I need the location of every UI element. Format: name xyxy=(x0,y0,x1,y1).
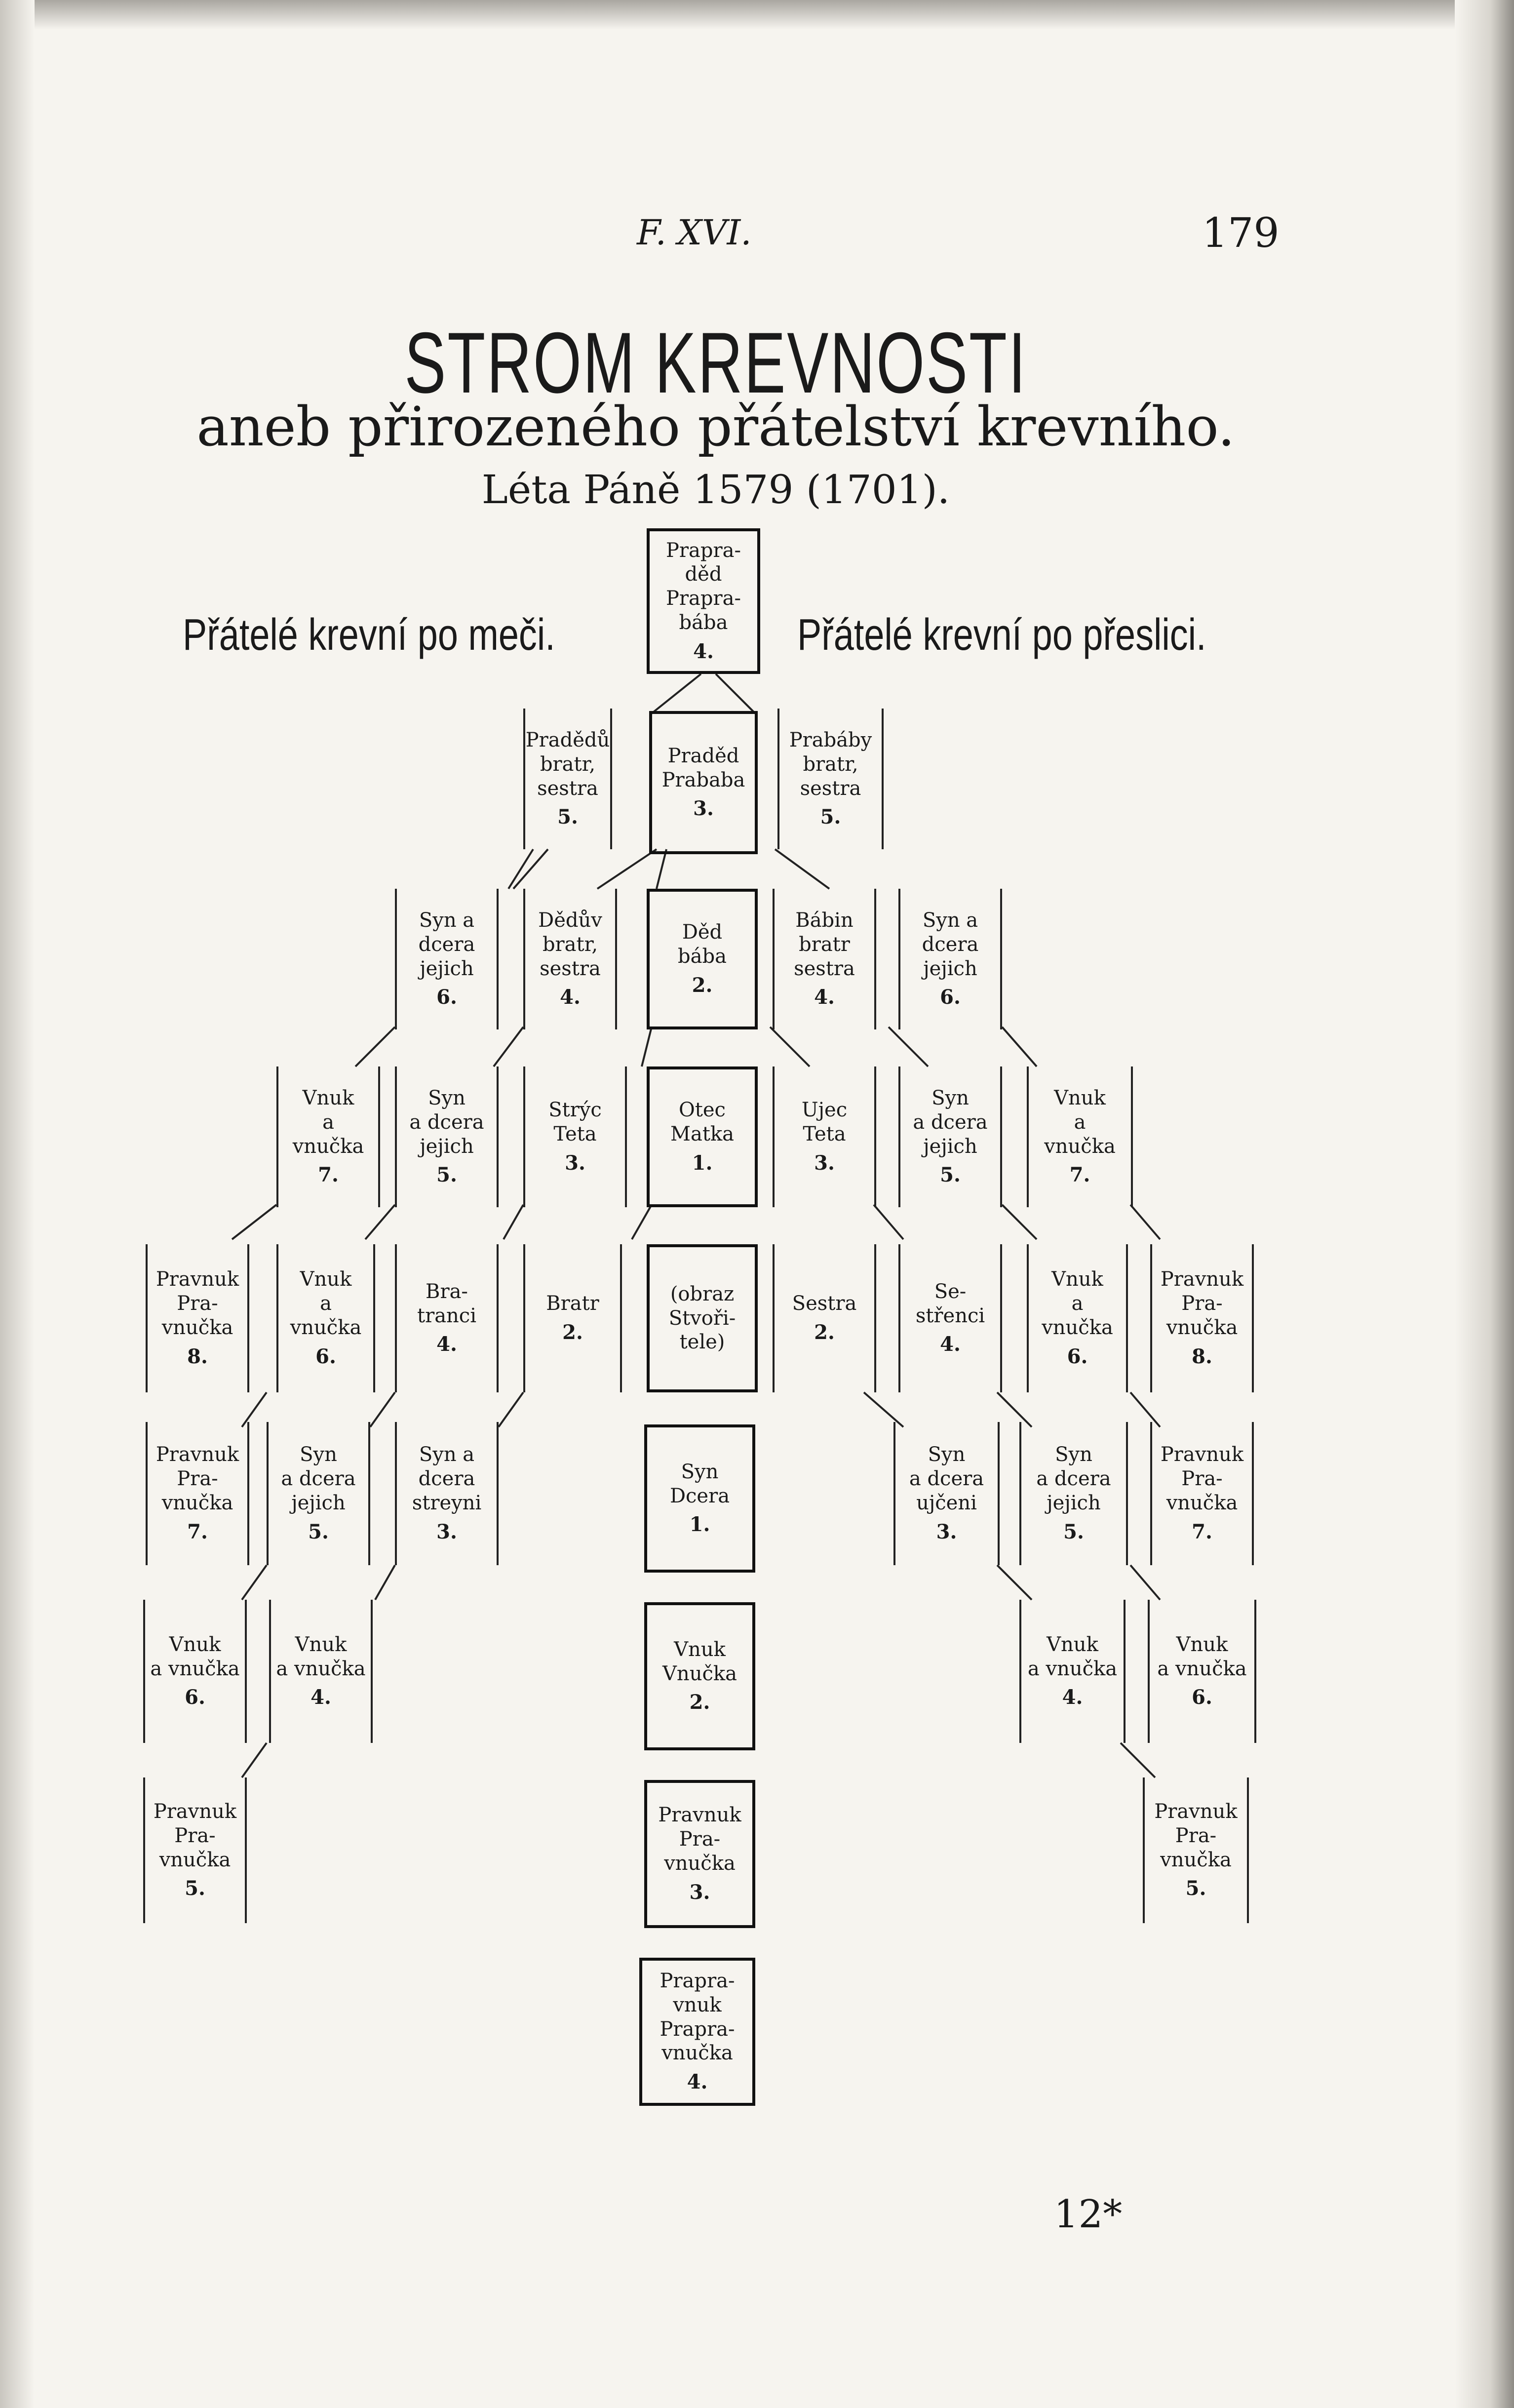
kin-node-vnuk-r6a xyxy=(1027,1244,1128,1392)
kin-node-syn-dcera-r6 xyxy=(898,889,1002,1029)
kin-node-prababy-sourozenci xyxy=(777,709,884,849)
kin-node-otec xyxy=(647,1066,758,1207)
kin-node-label: Pravnuk Pra- vnučka xyxy=(1160,1268,1244,1339)
kin-node-label: Otec Matka xyxy=(670,1099,734,1146)
kin-node-syn-dcera xyxy=(644,1424,755,1573)
kin-node-vnuk-l7a xyxy=(276,1066,380,1207)
kin-node-label: Syn a dcera streyni xyxy=(412,1443,482,1514)
kin-node-label: (obraz Stvoři- tele) xyxy=(668,1282,736,1354)
kin-node-vnuk-l6b xyxy=(143,1600,247,1743)
kin-node-degree: 3. xyxy=(936,1520,957,1543)
kin-node-syn-dcera-l5 xyxy=(395,1066,499,1207)
page-title: STROM KREVNOSTI xyxy=(404,315,1027,411)
kin-node-label: Pravnuk Pra- vnučka xyxy=(658,1804,741,1875)
kin-node-degree: 4. xyxy=(1062,1686,1083,1709)
kin-node-degree: 4. xyxy=(687,2070,708,2094)
kin-node-degree: 5. xyxy=(940,1163,961,1187)
signature-mark: 12* xyxy=(1054,2192,1123,2237)
kin-node-pravnuk-r8 xyxy=(1150,1244,1254,1392)
kin-node-pravnuk xyxy=(644,1780,755,1928)
kin-node-degree: 2. xyxy=(562,1321,583,1344)
kin-node-degree: 3. xyxy=(436,1520,457,1543)
kin-node-ded xyxy=(647,889,758,1029)
kin-node-syn-dcera-l5b xyxy=(267,1422,370,1565)
kin-node-degree: 4. xyxy=(814,986,835,1009)
kin-node-label: Ujec Teta xyxy=(801,1099,848,1146)
kin-node-label: Vnuk a vnučka xyxy=(290,1268,362,1339)
kin-node-label: Vnuk a vnučka xyxy=(150,1633,240,1680)
kin-node-label: Dědův bratr, sestra xyxy=(538,908,602,980)
kin-node-label: Praděd Prababa xyxy=(661,744,745,791)
kin-node-degree: 5. xyxy=(1063,1520,1084,1543)
kin-node-degree: 5. xyxy=(557,805,578,829)
kin-node-vnuk-l6a xyxy=(276,1244,375,1392)
kin-node-degree: 5. xyxy=(1185,1877,1206,1900)
kin-node-degree: 2. xyxy=(692,973,713,997)
kin-node-label: Pravnuk Pra- vnučka xyxy=(1154,1800,1238,1871)
kin-node-degree: 4. xyxy=(940,1333,961,1356)
kin-node-label: Vnuk a vnučka xyxy=(292,1086,364,1158)
kin-node-label: Prapra- děd Praprа- bába xyxy=(666,539,741,634)
kin-node-pravnuk-r5 xyxy=(1143,1777,1249,1923)
kin-node-vnuk-r4 xyxy=(1019,1600,1126,1743)
right-side-label: Přátelé krevní po přeslici. xyxy=(797,610,1206,660)
kin-node-praded xyxy=(649,711,758,854)
kin-node-babin-sourozenci xyxy=(773,889,876,1029)
kin-node-syn-dcera-streyni xyxy=(395,1422,499,1565)
kin-node-label: Vnuk a vnučka xyxy=(276,1633,366,1680)
kin-node-label: Syn a dcera jejich xyxy=(418,908,475,980)
kin-node-sestrenci xyxy=(898,1244,1002,1392)
kin-node-pravnuk-r7 xyxy=(1150,1422,1254,1565)
kin-node-degree: 7. xyxy=(187,1520,208,1543)
kin-node-label: Syn Dcera xyxy=(669,1460,730,1507)
kin-node-degree: 3. xyxy=(689,1880,710,1904)
kin-node-degree: 8. xyxy=(187,1344,208,1368)
chapter-heading: F. XVI. xyxy=(637,212,752,253)
kin-node-pravnuk-l5 xyxy=(143,1777,247,1923)
kin-node-syn-dcera-r5b xyxy=(1019,1422,1128,1565)
kin-node-sestra xyxy=(773,1244,876,1392)
kin-node-vnuk-r7a xyxy=(1027,1066,1133,1207)
kin-node-label: Syn a dcera jejich xyxy=(913,1086,988,1158)
kin-node-label: Syn a dcera jejich xyxy=(1036,1443,1111,1514)
kin-node-syn-dcera-ujceni xyxy=(893,1422,1000,1565)
kin-node-label: Pravnuk Pra- vnučka xyxy=(155,1443,239,1514)
kin-node-degree: 6. xyxy=(1192,1686,1212,1709)
kin-node-syn-dcera-r5 xyxy=(898,1066,1002,1207)
kin-node-degree: 3. xyxy=(814,1151,835,1175)
kin-node-praprarodic xyxy=(647,528,760,674)
kin-node-label: Vnuk a vnučka xyxy=(1027,1633,1118,1680)
kin-node-label: Děd bába xyxy=(678,921,727,968)
kin-node-label: Pradědů bratr, sestra xyxy=(525,728,610,800)
kin-node-degree: 6. xyxy=(1067,1344,1088,1368)
kin-node-degree: 4. xyxy=(693,639,714,663)
kin-node-label: Syn a dcera ujčeni xyxy=(909,1443,984,1514)
kin-node-degree: 8. xyxy=(1192,1344,1212,1368)
kin-node-degree: 1. xyxy=(692,1151,713,1175)
kin-node-degree: 6. xyxy=(315,1344,336,1368)
kin-node-stryc xyxy=(523,1066,627,1207)
kin-node-label: Bábin bratr sestra xyxy=(794,908,855,980)
kin-node-label: Vnuk Vnučka xyxy=(662,1638,737,1685)
kin-node-label: Vnuk a vnučka xyxy=(1042,1268,1113,1339)
kin-node-label: Bra- tranci xyxy=(417,1280,476,1327)
kin-node-ujec xyxy=(773,1066,876,1207)
left-side-label: Přátelé krevní po meči. xyxy=(183,610,555,660)
kin-node-degree: 6. xyxy=(185,1686,205,1709)
kin-node-degree: 6. xyxy=(940,986,961,1009)
kin-node-label: Pravnuk Pra- vnučka xyxy=(155,1268,239,1339)
kin-node-degree: 5. xyxy=(820,805,841,829)
kin-node-degree: 1. xyxy=(689,1513,710,1537)
kin-node-degree: 2. xyxy=(689,1691,710,1714)
kin-node-obraz xyxy=(647,1244,758,1392)
kin-node-pravnuk-l7 xyxy=(146,1422,249,1565)
kin-node-label: Prapra- vnuk Prapra- vnučka xyxy=(660,1970,735,2065)
kin-node-vnuk-l4 xyxy=(269,1600,373,1743)
kin-node-degree: 5. xyxy=(436,1163,457,1187)
kin-node-degree: 7. xyxy=(1069,1163,1090,1187)
kin-node-degree: 4. xyxy=(560,986,581,1009)
kin-node-label: Bratr xyxy=(546,1292,599,1315)
kin-node-syn-dcera-l6 xyxy=(395,889,499,1029)
kin-node-label: Syn a dcera jejich xyxy=(922,908,979,980)
kin-node-degree: 4. xyxy=(436,1333,457,1356)
kin-node-degree: 7. xyxy=(318,1163,339,1187)
kin-node-prapravnuk xyxy=(639,1958,755,2106)
kin-node-label: Se- střenci xyxy=(915,1280,985,1327)
kin-node-degree: 6. xyxy=(436,986,457,1009)
kin-node-label: Sestra xyxy=(792,1292,857,1315)
page-subtitle: aneb přirozeného přátelství krevního. xyxy=(196,395,1235,458)
kin-node-bratranci xyxy=(395,1244,499,1392)
kin-node-pradeda-sourozenci xyxy=(523,709,612,849)
kin-node-label: Vnuk a vnučka xyxy=(1044,1086,1116,1158)
kin-node-degree: 5. xyxy=(185,1877,205,1900)
kin-node-label: Pravnuk Pra- vnučka xyxy=(1160,1443,1244,1514)
kin-node-label: Pravnuk Pra- vnučka xyxy=(153,1800,237,1871)
kin-node-bratr xyxy=(523,1244,622,1392)
kin-node-degree: 3. xyxy=(693,797,714,821)
kin-node-label: Vnuk a vnučka xyxy=(1157,1633,1247,1680)
year-line: Léta Páně 1579 (1701). xyxy=(481,467,950,513)
kin-node-dedu-sourozenci xyxy=(523,889,617,1029)
kin-node-degree: 2. xyxy=(814,1321,835,1344)
kin-node-label: Strýc Teta xyxy=(548,1099,602,1146)
kin-node-degree: 4. xyxy=(311,1686,331,1709)
kin-node-degree: 7. xyxy=(1192,1520,1212,1543)
kin-node-degree: 5. xyxy=(308,1520,329,1543)
kin-node-vnuk xyxy=(644,1602,755,1750)
kin-node-degree: 3. xyxy=(565,1151,585,1175)
kin-node-vnuk-r6b xyxy=(1148,1600,1256,1743)
kin-node-pravnuk-l8 xyxy=(146,1244,249,1392)
page-number: 179 xyxy=(1202,210,1280,257)
kin-node-label: Prabáby bratr, sestra xyxy=(789,728,872,800)
kin-node-label: Syn a dcera jejich xyxy=(281,1443,356,1514)
kin-node-label: Syn a dcera jejich xyxy=(409,1086,484,1158)
